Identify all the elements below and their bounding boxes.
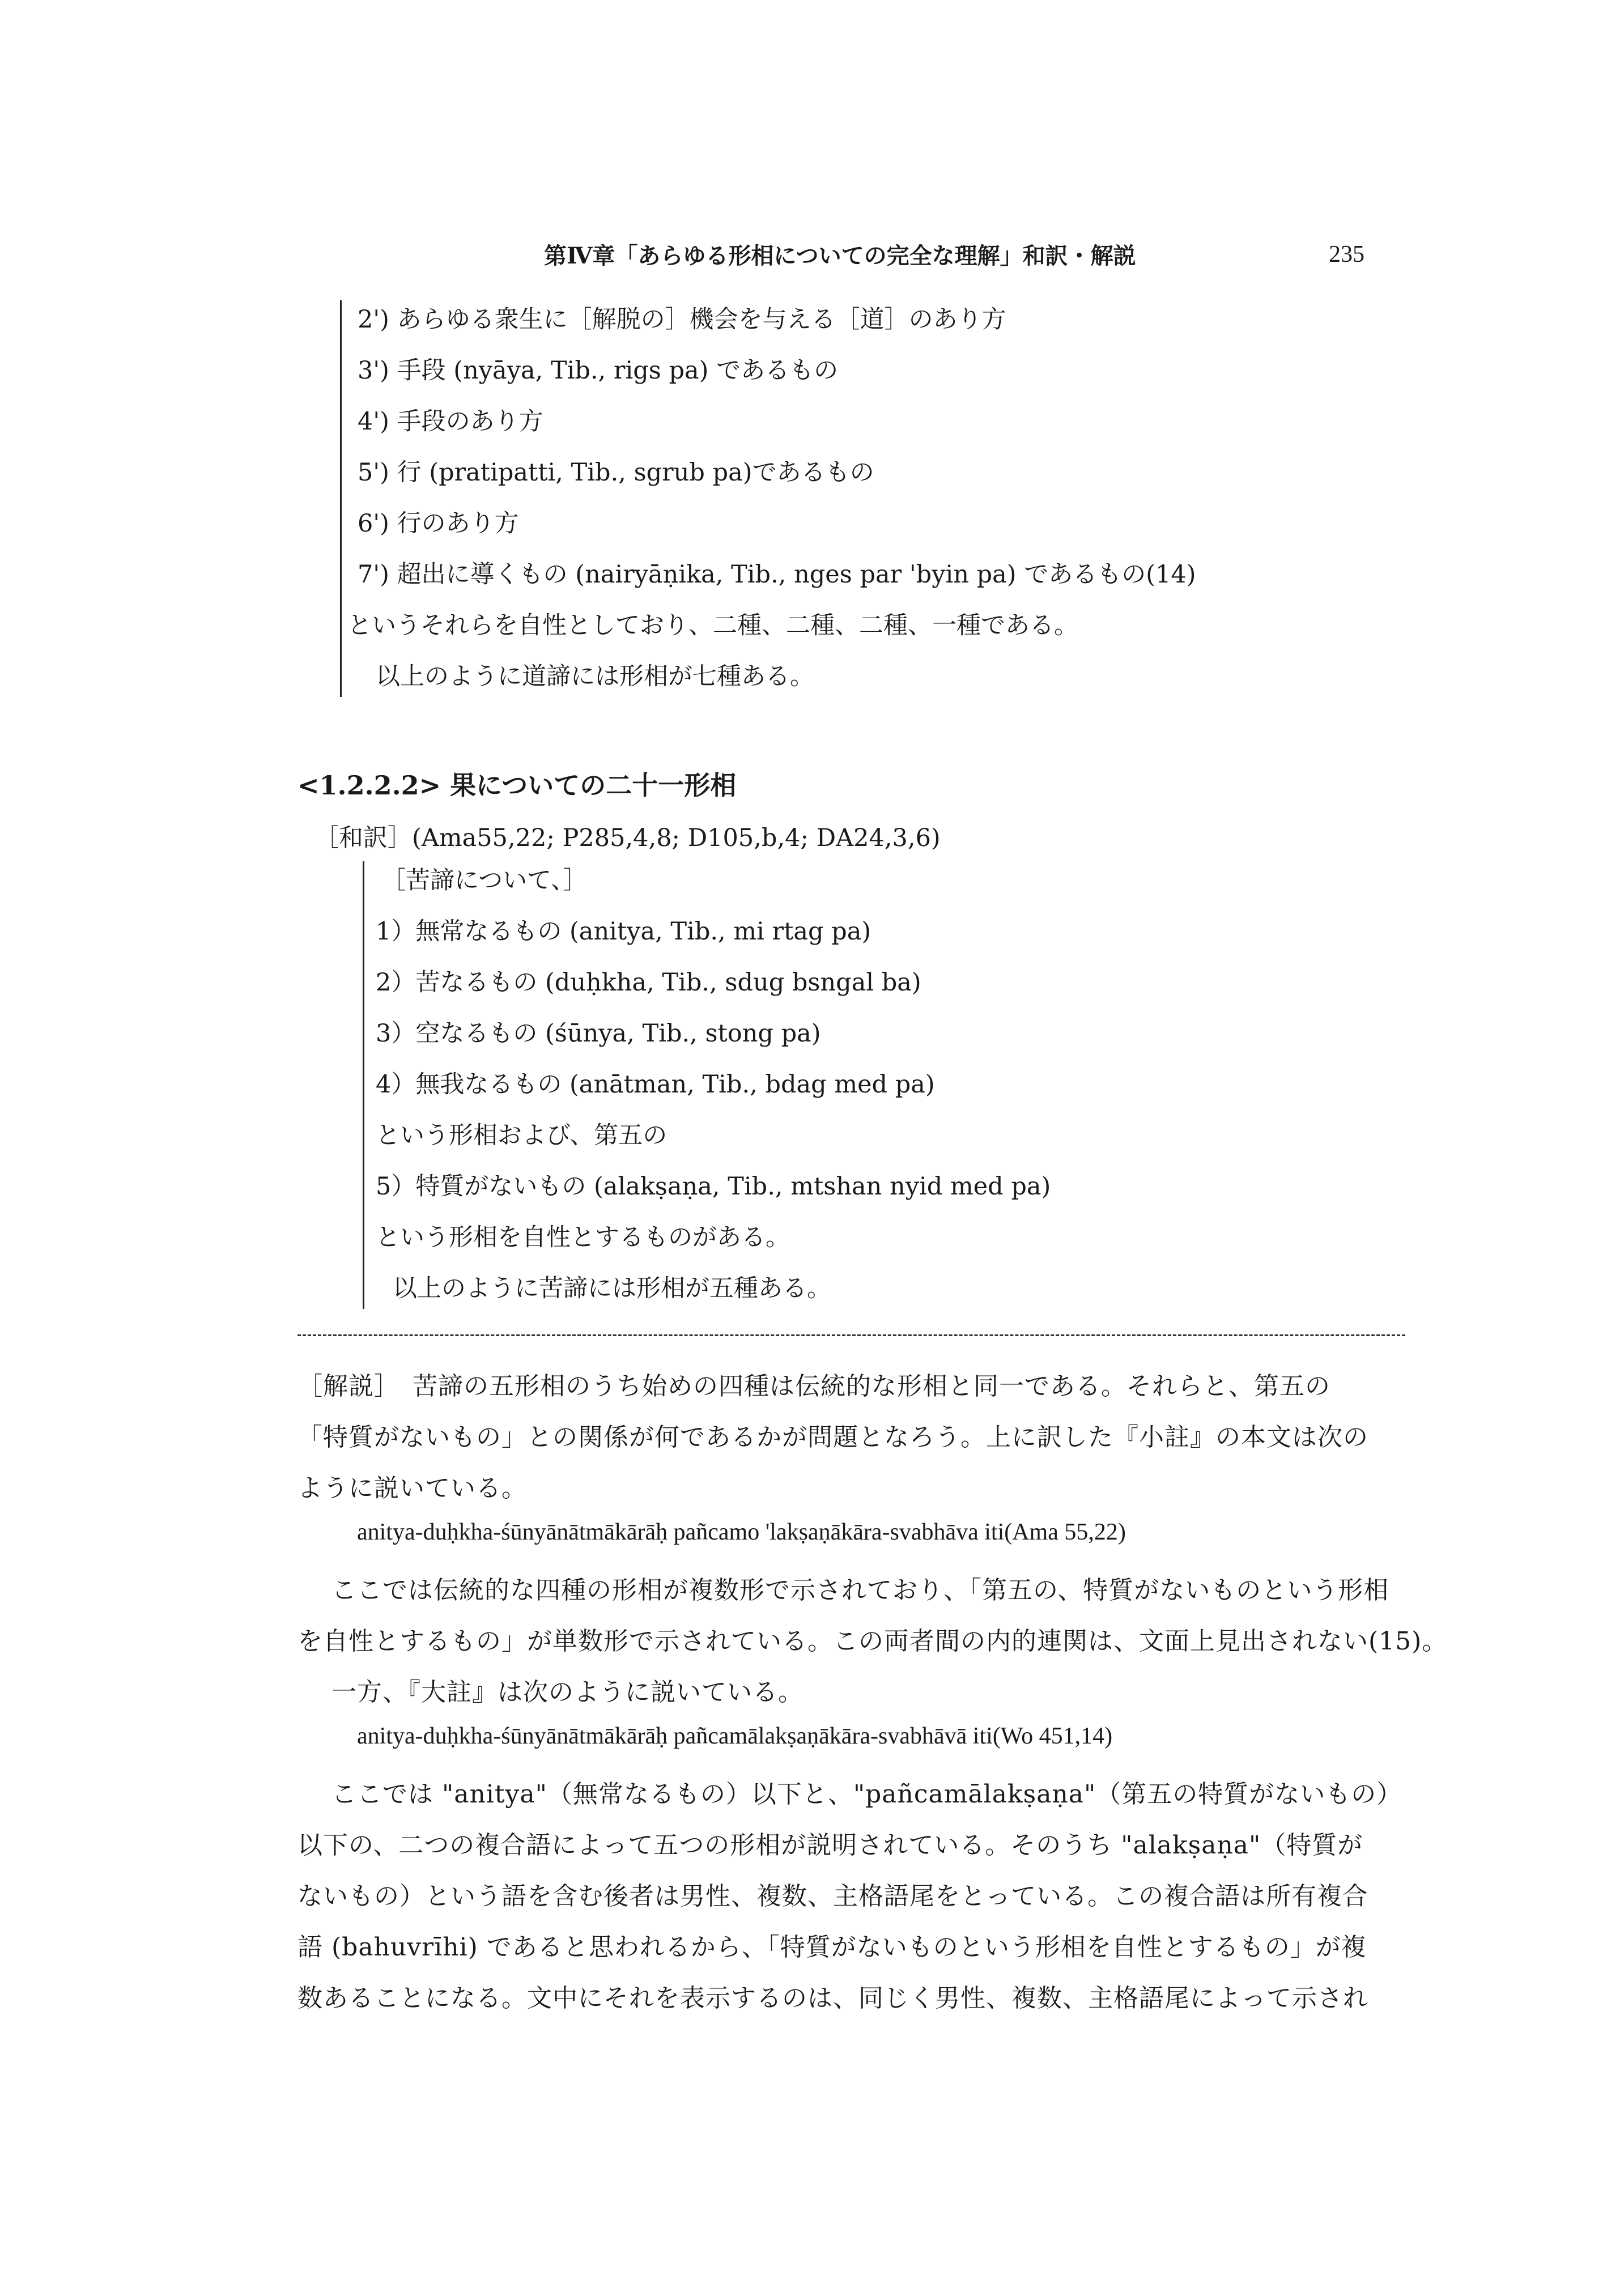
commentary-line: ように説いている。 [297, 1474, 527, 1503]
translation-source: ［和訳］(Ama55,22; P285,4,8; D105,b,4; DA24,3,6) [314, 824, 941, 852]
list-item: という形相を自性とするものがある。 [376, 1223, 790, 1252]
list-item: 5）特質がないもの (alakṣaṇa, Tib., mtshan nyid med pa) [376, 1172, 1051, 1201]
list-summary: というそれらを自性としており、二種、二種、二種、一種である。 [347, 611, 1078, 640]
commentary-line: ここでは "anitya"（無常なるもの）以下と、"pañcamālakṣaṇa"（第五の特質がないもの） [331, 1780, 1402, 1809]
sanskrit-quote: anitya-duḥkha-śūnyānātmākārāḥ pañcamo 'lakṣaṇākāra-svabhāva iti(Ama 55,22) [357, 1519, 1126, 1545]
commentary-line: 「特質がないもの」との関係が何であるかが問題となろう。上に訳した『小註』の本文は次の [297, 1423, 1368, 1452]
commentary-line: ここでは伝統的な四種の形相が複数形で示されており、「第五の、特質がないものという形相 [331, 1576, 1389, 1605]
list-item: 3') 手段 (nyāya, Tib., rigs pa) であるもの [358, 356, 839, 385]
path-aspects-list [340, 300, 1196, 697]
list-item: という形相および、第五の [376, 1121, 668, 1150]
running-header: 第Ⅳ章「あらゆる形相についての完全な理解」和訳・解説 [544, 243, 1136, 269]
commentary-line: 一方、『大註』は次のように説いている。 [331, 1678, 804, 1707]
list-item: 4') 手段のあり方 [358, 407, 543, 436]
list-item: 2') あらゆる衆生に［解脱の］機会を与える［道］のあり方 [358, 305, 1006, 334]
commentary-line: ［解説］ 苦諦の五形相のうち始めの四種は伝統的な形相と同一である。それらと、第五の [297, 1372, 1330, 1401]
list-item: 3）空なるもの (śūnya, Tib., stong pa) [376, 1019, 821, 1048]
section-title: <1.2.2.2> 果についての二十一形相 [297, 770, 737, 801]
commentary-line: 数あることになる。文中にそれを表示するのは、同じく男性、複数、主格語尾によって示され [297, 1984, 1368, 2013]
list-item: 2）苦なるもの (duḥkha, Tib., sdug bsngal ba) [376, 968, 921, 997]
list-item: 5') 行 (pratipatti, Tib., sgrub pa)であるもの [358, 458, 874, 487]
sanskrit-quote: anitya-duḥkha-śūnyānātmākārāḥ pañcamālakṣaṇākāra-svabhāvā iti(Wo 451,14) [357, 1723, 1113, 1749]
commentary-line: を自性とするもの」が単数形で示されている。この両者間の内的連関は、文面上見出されない(15)。 [297, 1627, 1448, 1656]
list-heading: ［苦諦について、］ [381, 866, 588, 895]
list-conclusion: 以上のように苦諦には形相が五種ある。 [393, 1274, 831, 1303]
footnote-divider [297, 1334, 1405, 1336]
list-item: 6') 行のあり方 [358, 509, 519, 538]
commentary-line: ないもの）という語を含む後者は男性、複数、主格語尾をとっている。この複合語は所有複合 [297, 1882, 1368, 1911]
commentary-line: 以下の、二つの複合語によって五つの形相が説明されている。そのうち "alakṣaṇa"（特質が [297, 1831, 1363, 1860]
list-item: 7') 超出に導くもの (nairyāṇika, Tib., nges par 'byin pa) であるもの(14) [358, 560, 1196, 589]
list-item: 4）無我なるもの (anātman, Tib., bdag med pa) [376, 1070, 935, 1099]
page-number: 235 [1329, 241, 1364, 267]
suffering-aspects-list [363, 861, 1051, 1309]
list-conclusion: 以上のように道諦には形相が七種ある。 [376, 662, 814, 691]
commentary-line: 語 (bahuvrīhi) であると思われるから、「特質がないものという形相を自性とするもの」が複 [297, 1933, 1367, 1962]
list-item: 1）無常なるもの (anitya, Tib., mi rtag pa) [376, 917, 871, 946]
